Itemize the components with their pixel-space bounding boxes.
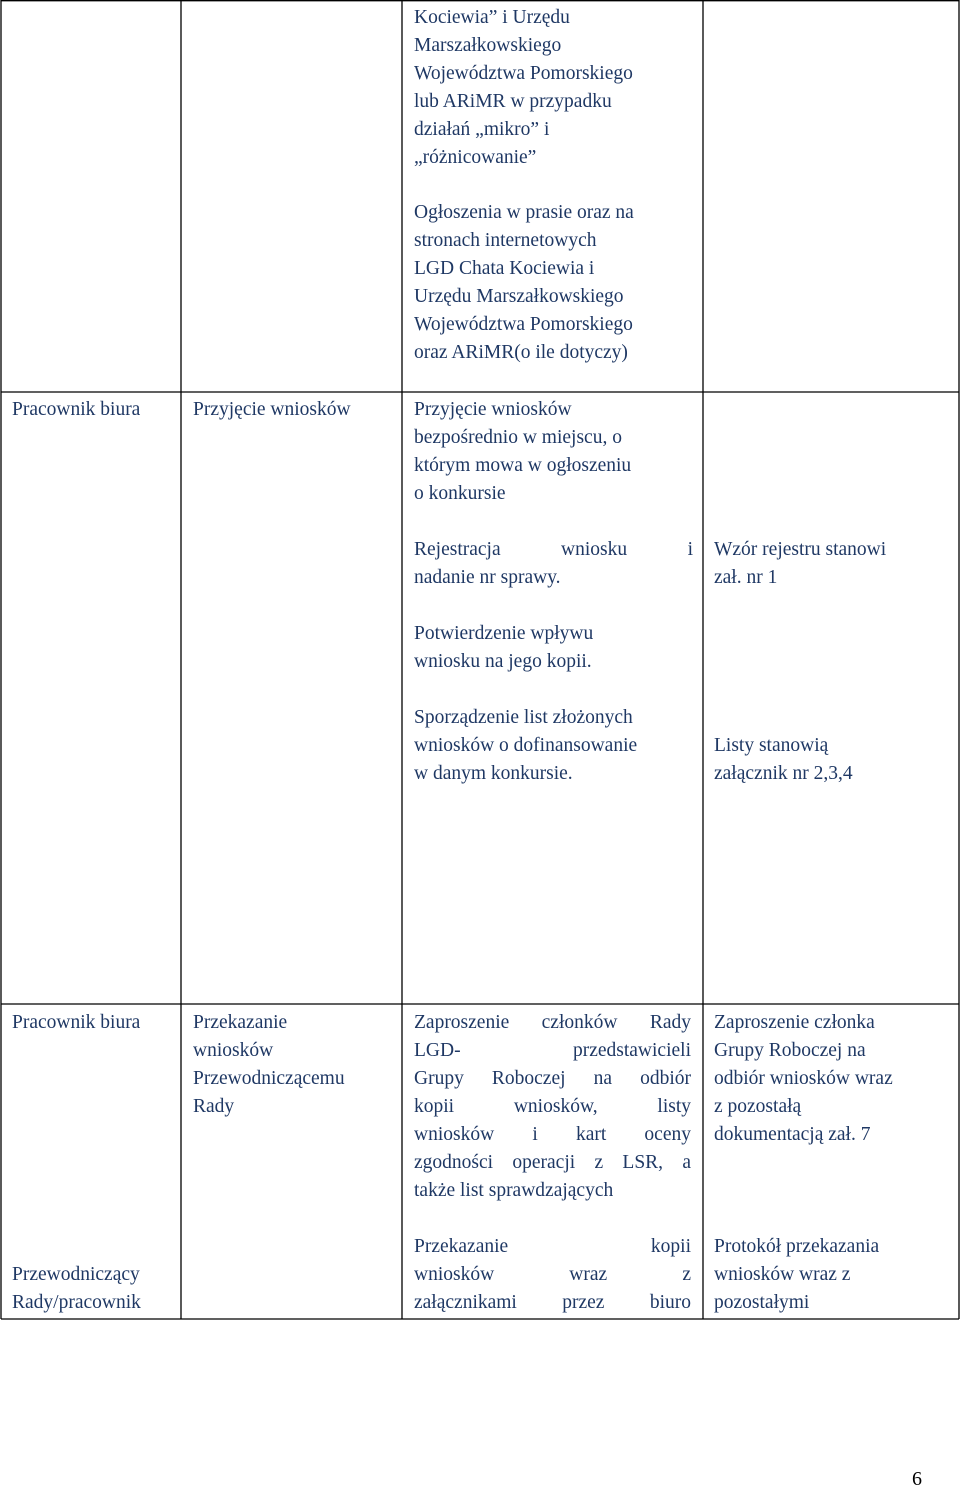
row-c-col3-paragraph-1 (414, 1009, 691, 1205)
text-line: wniosków i kart oceny (414, 1124, 691, 1145)
text-line: Rady/pracownik (12, 1292, 141, 1313)
text-line: wniosków (193, 1040, 274, 1061)
text-line: Grupy Roboczej na odbiór (414, 1068, 691, 1089)
text-line: Ogłoszenia w prasie oraz na (414, 202, 634, 223)
text-line: Przewodniczący (12, 1264, 140, 1285)
text-line: Zaproszenie członka (714, 1012, 875, 1033)
row-c-responsible-1 (12, 1009, 177, 1037)
row-c-responsible-2 (12, 1261, 177, 1317)
text-line: Pracownik biura (12, 399, 141, 420)
text-line: Przyjęcie wniosków (193, 399, 351, 420)
text-line: wniosków wraz z (414, 1264, 691, 1285)
text-line: Przekazanie (193, 1012, 288, 1033)
text-line: Przyjęcie wniosków (414, 399, 572, 420)
text-line: Województwa Pomorskiego (414, 63, 633, 84)
text-line: Sporządzenie list złożonych (414, 707, 633, 728)
text-line: kopii wniosków, listy (414, 1096, 691, 1117)
row-b-col3-paragraph-4 (414, 704, 699, 788)
text-line: Przewodniczącemu (193, 1068, 345, 1089)
page-number: 6 (912, 1468, 922, 1490)
text-line: wniosków o dofinansowanie (414, 735, 638, 756)
text-line: Zaproszenie członków Rady (414, 1012, 691, 1033)
row-b-col3-paragraph-2 (414, 536, 693, 592)
text-line: załącznik nr 2,3,4 (714, 763, 853, 784)
text-line: oraz ARiMR(o ile dotyczy) (414, 342, 628, 363)
text-line: LGD Chata Kociewia i (414, 258, 595, 279)
text-line: wniosków wraz z (714, 1264, 851, 1285)
row-b-col4-paragraph-1 (714, 536, 954, 592)
row-b-activity (193, 396, 398, 424)
text-line: zał. nr 1 (714, 567, 778, 588)
text-line: stronach internetowych (414, 230, 597, 251)
text-line: odbiór wniosków wraz (714, 1068, 893, 1089)
text-line: lub ARiMR w przypadku (414, 91, 612, 112)
text-line: załącznikami przez biuro (414, 1292, 691, 1313)
row-a-col3-paragraph-1 (414, 4, 694, 172)
text-line: dokumentacją zał. 7 (714, 1124, 871, 1145)
text-line: Przekazanie kopii (414, 1236, 691, 1257)
row-c-col4-paragraph-2 (714, 1233, 954, 1317)
text-line: Protokół przekazania (714, 1236, 880, 1257)
row-b-responsible (12, 396, 177, 424)
row-c-col4-paragraph-1 (714, 1009, 954, 1149)
text-line: Rady (193, 1096, 235, 1117)
text-line: Urzędu Marszałkowskiego (414, 286, 624, 307)
text-line: pozostałymi (714, 1292, 810, 1313)
text-line: „różnicowanie” (414, 147, 537, 168)
row-c-col3-paragraph-2 (414, 1233, 691, 1317)
row-a-col3-paragraph-2 (414, 199, 694, 367)
text-line: bezpośrednio w miejscu, o (414, 427, 622, 448)
text-line: Województwa Pomorskiego (414, 314, 633, 335)
text-line: Wzór rejestru stanowi (714, 539, 887, 560)
text-line: Rejestracja wniosku i (414, 539, 693, 560)
text-line: zgodności operacji z LSR, a (414, 1152, 691, 1173)
text-line: o konkursie (414, 483, 506, 504)
text-line: Grupy Roboczej na (714, 1040, 866, 1061)
text-line: Potwierdzenie wpływu (414, 623, 594, 644)
row-b-col4-paragraph-2 (714, 732, 954, 788)
text-line: także list sprawdzających (414, 1180, 614, 1201)
row-c-activity (193, 1009, 398, 1121)
text-line: Listy stanowią (714, 735, 829, 756)
text-line: działań „mikro” i (414, 119, 550, 140)
text-line: Marszałkowskiego (414, 35, 562, 56)
text-line: nadanie nr sprawy. (414, 567, 561, 588)
text-line: którym mowa w ogłoszeniu (414, 455, 632, 476)
text-line: w danym konkursie. (414, 763, 573, 784)
text-line: LGD- przedstawicieli (414, 1040, 691, 1061)
text-line: Kociewia” i Urzędu (414, 7, 570, 28)
row-b-col3-paragraph-3 (414, 620, 694, 676)
text-line: wniosku na jego kopii. (414, 651, 592, 672)
text-line: Pracownik biura (12, 1012, 141, 1033)
text-line: z pozostałą (714, 1096, 802, 1117)
row-b-col3-paragraph-1 (414, 396, 694, 508)
